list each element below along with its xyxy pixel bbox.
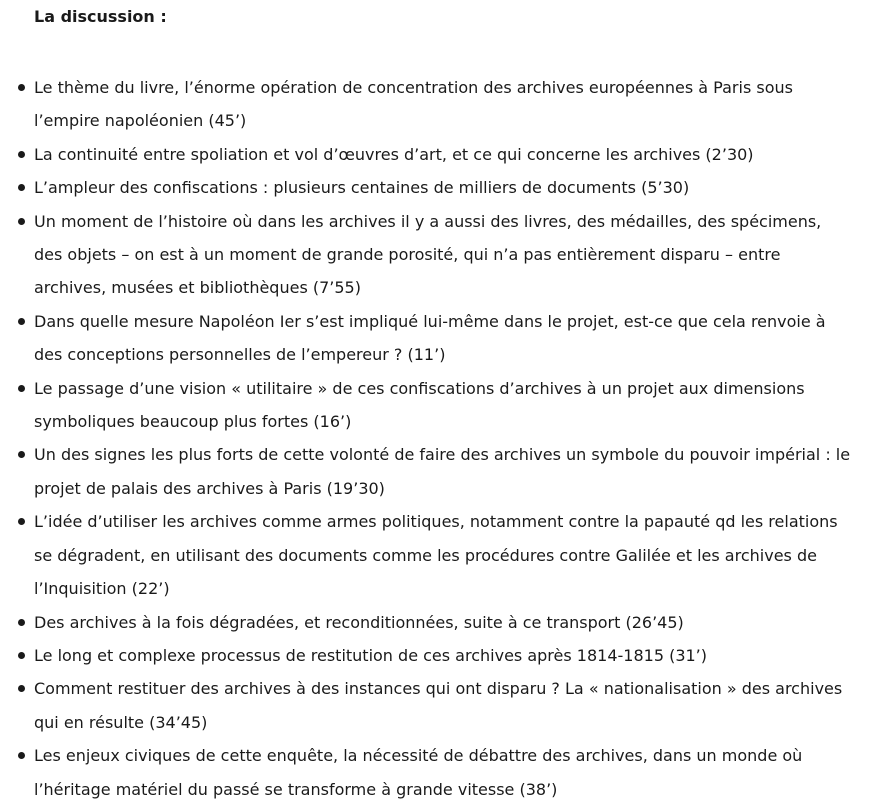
list-item-text: Comment restituer des archives à des instances qui ont disparu ? La « nationalisation » des archives qui en résulte (34’45) [34, 679, 843, 732]
list-item [34, 606, 854, 639]
list-item [34, 505, 854, 605]
list-item [34, 672, 854, 739]
list-item-text: Le passage d’une vision « utilitaire » de ces confiscations d’archives à un projet aux dimensions symboliques beaucoup plus fortes (16’) [34, 378, 805, 432]
list-item-text: Des archives à la fois dégradées, et reconditionnées, suite à ce transport (26’45) [34, 612, 684, 632]
discussion-list [34, 71, 854, 806]
section-heading: La discussion : [34, 7, 167, 26]
list-item [34, 438, 854, 505]
list-item [34, 639, 854, 672]
list-item-text: L’idée d’utiliser les archives comme armes politiques, notamment contre la papauté qd les relations se dégradent, en utilisant des documents comme les procédures contre Galilée et les archives de l’Inquisition (22’) [34, 512, 838, 599]
list-item [34, 171, 854, 204]
list-item [34, 205, 854, 305]
list-item-text: La continuité entre spoliation et vol d’œuvres d’art, et ce qui concerne les archives (2’30) [34, 144, 754, 164]
bullet-icon [18, 385, 25, 392]
bullet-icon [18, 151, 25, 158]
list-item [34, 71, 854, 138]
list-item-text: Un des signes les plus forts de cette volonté de faire des archives un symbole du pouvoir impérial : le projet de palais des archives à Paris (19’30) [34, 445, 851, 498]
bullet-icon [18, 518, 25, 525]
bullet-icon [18, 184, 25, 191]
list-item [34, 305, 854, 372]
list-item [34, 138, 854, 171]
bullet-icon [18, 652, 25, 659]
bullet-icon [18, 218, 25, 225]
list-item-text: L’ampleur des confiscations : plusieurs centaines de milliers de documents (5’30) [34, 178, 690, 198]
list-item-text: Les enjeux civiques de cette enquête, la nécessité de débattre des archives, dans un monde où l’héritage matériel du passé se transforme à grande vitesse (38’) [34, 746, 803, 799]
bullet-icon [18, 318, 25, 325]
list-item-text: Le long et complexe processus de restitution de ces archives après 1814-1815 (31’) [34, 645, 708, 665]
bullet-icon [18, 685, 25, 692]
list-item-text: Un moment de l’histoire où dans les archives il y a aussi des livres, des médailles, des spécimens, des objets – on est à un moment de grande porosité, qui n’a pas entièrement disparu – entre archives, musées et bibliothèques (7’55) [34, 211, 822, 298]
list-item-text: Le thème du livre, l’énorme opération de concentration des archives européennes à Paris sous l’empire napoléonien (45’) [34, 78, 793, 131]
bullet-icon [18, 619, 25, 626]
list-item [34, 372, 854, 439]
list-item-text: Dans quelle mesure Napoléon Ier s’est impliqué lui-même dans le projet, est-ce que cela renvoie à des conceptions personnelles de l’empereur ? (11’) [34, 311, 826, 365]
bullet-icon [18, 451, 25, 458]
bullet-icon [18, 752, 25, 759]
list-item [34, 739, 854, 806]
bullet-icon [18, 84, 25, 91]
